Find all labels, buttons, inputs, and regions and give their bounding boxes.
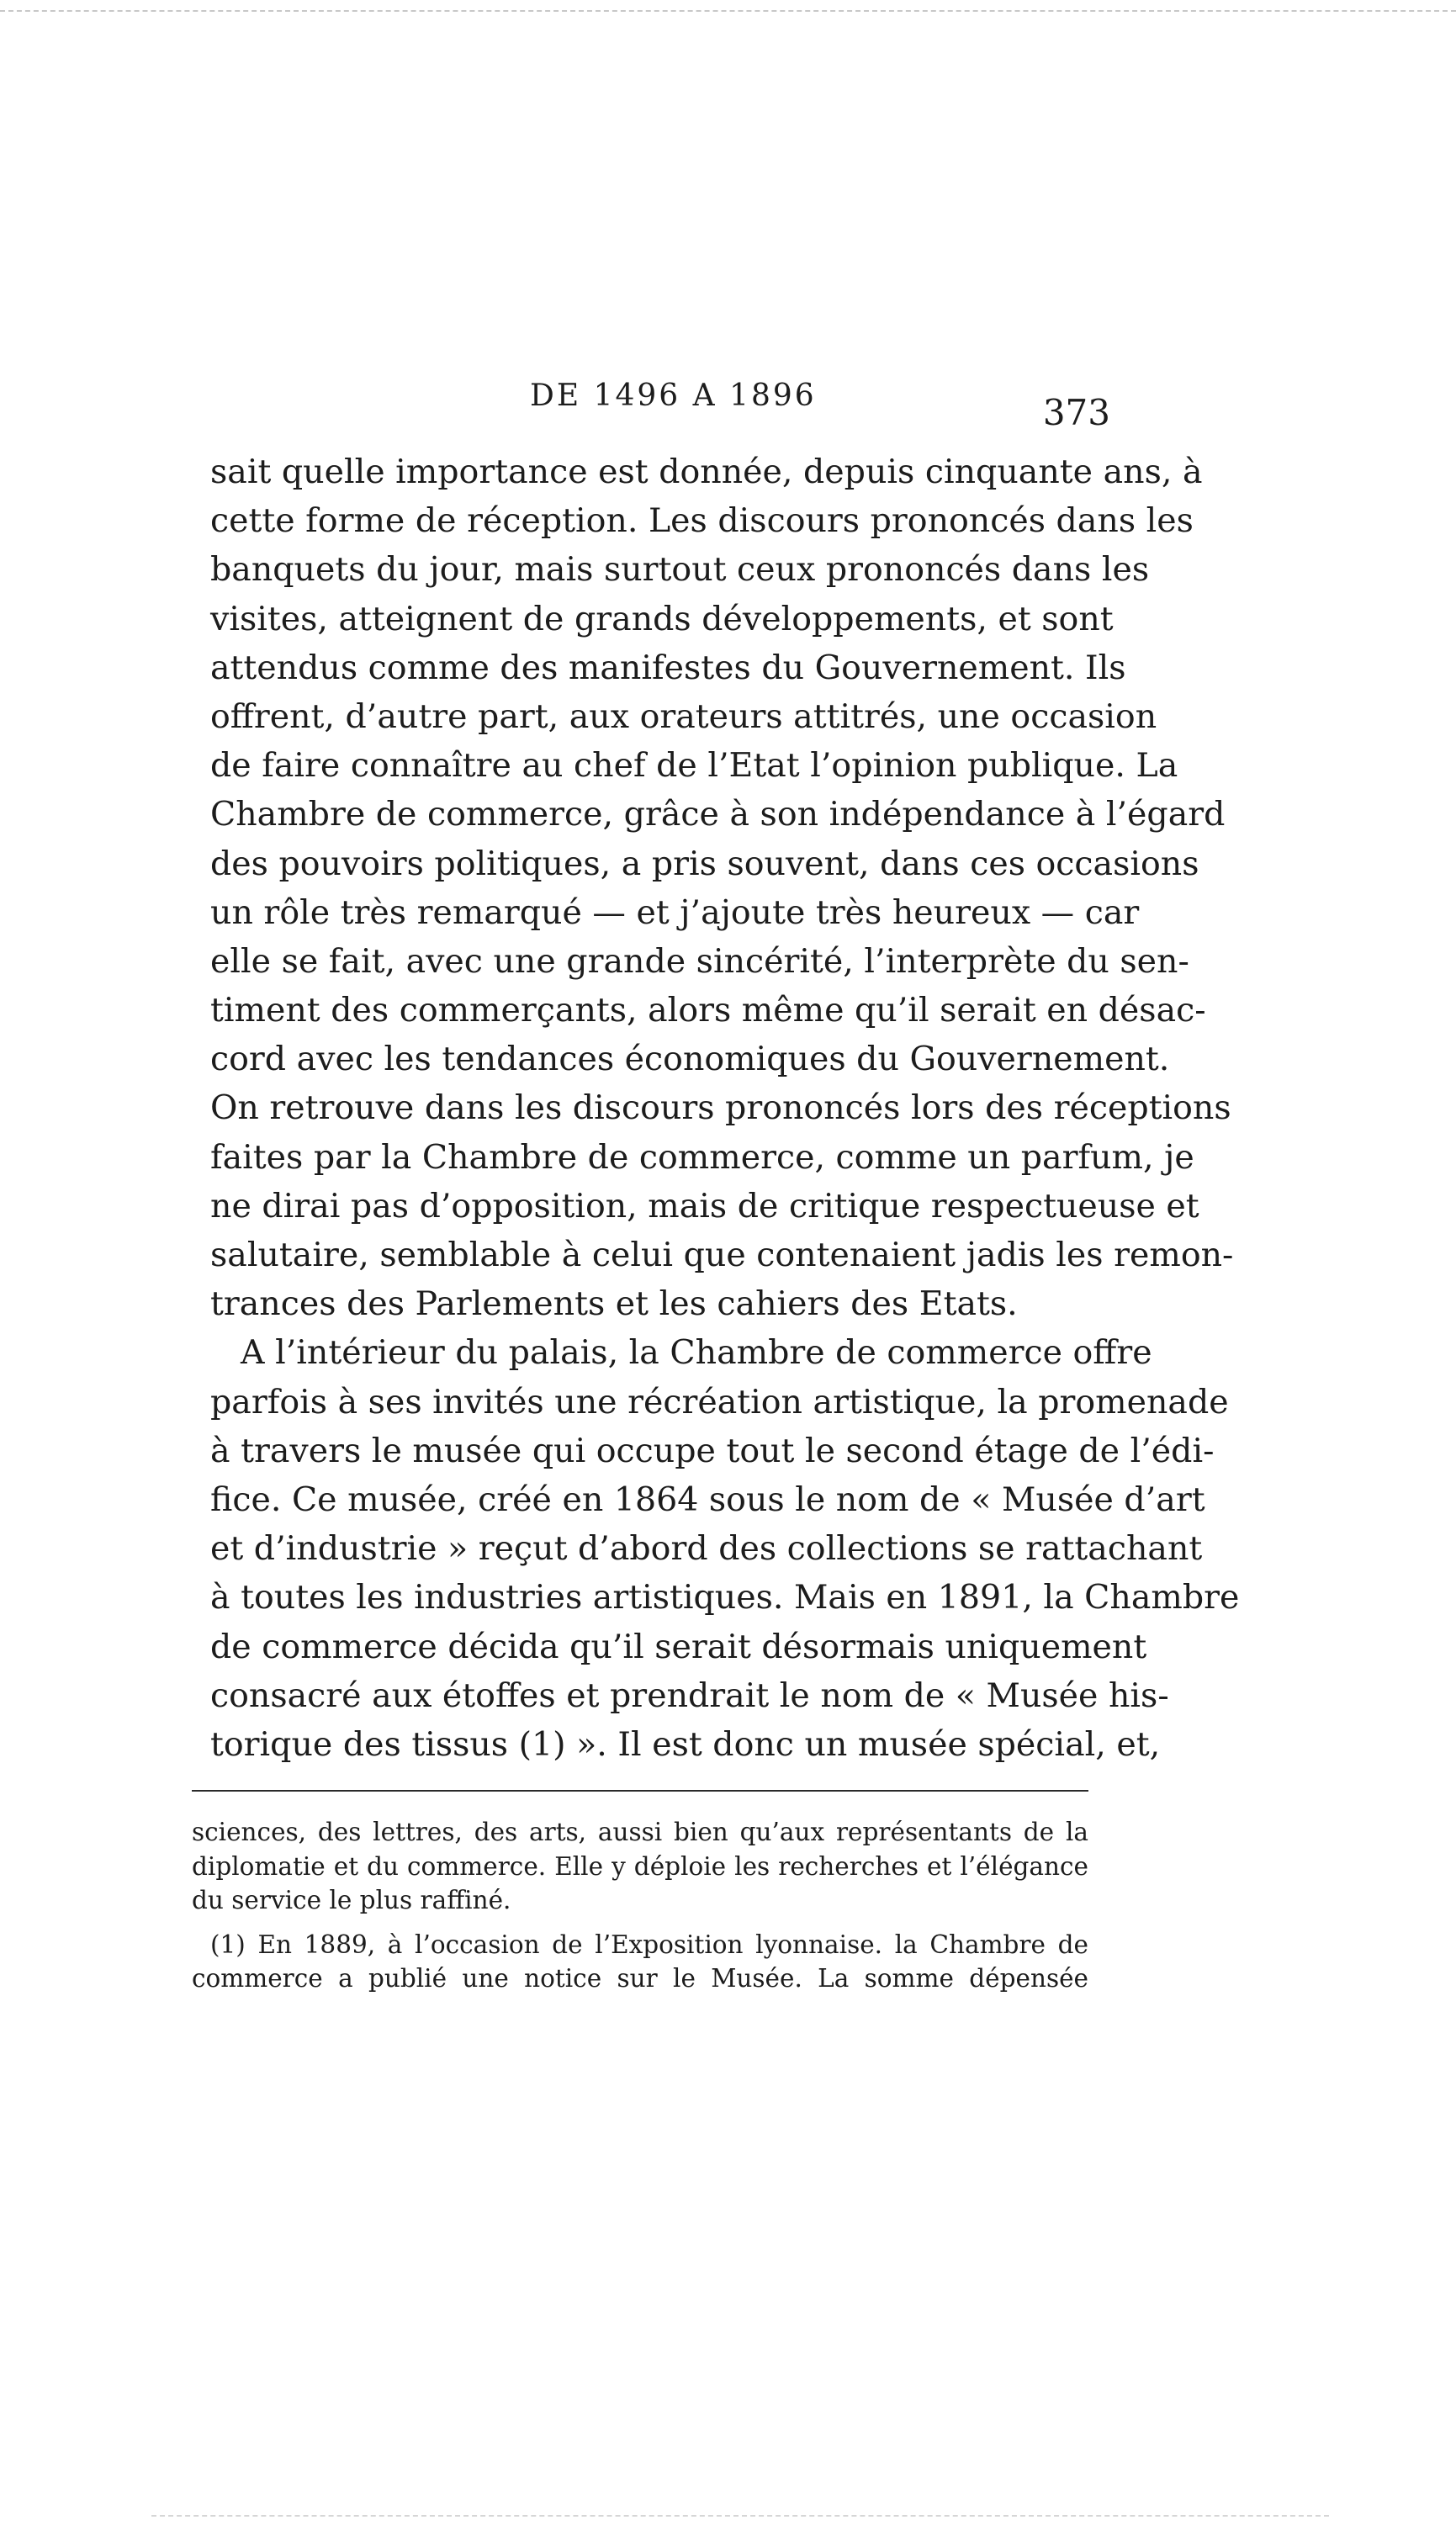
text-line: torique des tissus (1) ». Il est donc un musée spécial, et,	[210, 1724, 1161, 1764]
text-line: fice. Ce musée, créé en 1864 sous le nom de « Musée d’art	[210, 1480, 1205, 1519]
text-line: salutaire, semblable à celui que contenaient jadis les remon-	[210, 1236, 1234, 1274]
page-number: 373	[1042, 392, 1110, 433]
text-line: attendus comme des manifestes du Gouvernement. Ils	[210, 648, 1126, 687]
text-line: cette forme de réception. Les discours prononcés dans les	[210, 501, 1194, 541]
footnote-rule	[192, 1790, 1088, 1792]
text-line: trances des Parlements et les cahiers des Etats.	[210, 1284, 1018, 1324]
page-header	[210, 370, 1110, 437]
text-line: faites par la Chambre de commerce, comme un parfum, je	[210, 1137, 1194, 1177]
text-line: consacré aux étoffes et prendrait le nom de « Musée his-	[210, 1676, 1169, 1715]
text-line: cord avec les tendances économiques du Gouvernement.	[210, 1040, 1170, 1079]
text-line: timent des commerçants, alors même qu’il serait en désac-	[210, 991, 1206, 1030]
text-line: offrent, d’autre part, aux orateurs attitrés, une occasion	[210, 696, 1157, 736]
text-line: de commerce décida qu’il serait désormais uniquement	[210, 1627, 1147, 1666]
scan-edge-top	[0, 10, 1456, 12]
text-line: des pouvoirs politiques, a pris souvent, dans ces occasions	[210, 844, 1199, 883]
text-line: un rôle très remarqué — et j’ajoute très heureux — car	[210, 892, 1140, 932]
running-head: DE 1496 A 1896	[530, 379, 817, 413]
text-line: visites, atteignent de grands développements, et sont	[210, 599, 1114, 638]
scan-edge-bottom	[151, 2515, 1329, 2517]
text-line: à toutes les industries artistiques. Mais en 1891, la Chambre	[210, 1578, 1240, 1617]
footnote-line: sciences, des lettres, des arts, aussi bien qu’aux représentants de la	[192, 1818, 1088, 1846]
footnotes	[192, 1815, 1088, 1996]
main-text	[210, 447, 1240, 1769]
text-line: ne dirai pas d’opposition, mais de critique respectueuse et	[210, 1186, 1199, 1226]
text-line: Chambre de commerce, grâce à son indépendance à l’égard	[210, 795, 1226, 834]
footnote-gap	[192, 1918, 1088, 1928]
text-line: elle se fait, avec une grande sincérité, l’interprète du sen-	[210, 941, 1189, 981]
text-line: On retrouve dans les discours prononcés lors des réceptions	[210, 1088, 1231, 1128]
footnote-line: commerce a publié une notice sur le Musée. La somme dépensée	[192, 1964, 1088, 1993]
footnote-line: (1) En 1889, à l’occasion de l’Exposition lyonnaise. la Chambre de	[210, 1930, 1088, 1959]
text-line: à travers le musée qui occupe tout le second étage de l’édi-	[210, 1431, 1215, 1470]
text-line: et d’industrie » reçut d’abord des collections se rattachant	[210, 1529, 1203, 1569]
text-line: sait quelle importance est donnée, depuis cinquante ans, à	[210, 453, 1203, 491]
footnote-line: diplomatie et du commerce. Elle y déploie les recherches et l’élégance	[192, 1851, 1088, 1881]
text-line: parfois à ses invités une récréation artistique, la promenade	[210, 1382, 1229, 1422]
text-line: banquets du jour, mais surtout ceux prononcés dans les	[210, 550, 1150, 590]
text-line: A l’intérieur du palais, la Chambre de commerce offre	[241, 1333, 1152, 1373]
text-line: de faire connaître au chef de l’Etat l’opinion publique. La	[210, 746, 1178, 786]
footnote-line: du service le plus raffiné.	[192, 1886, 511, 1914]
